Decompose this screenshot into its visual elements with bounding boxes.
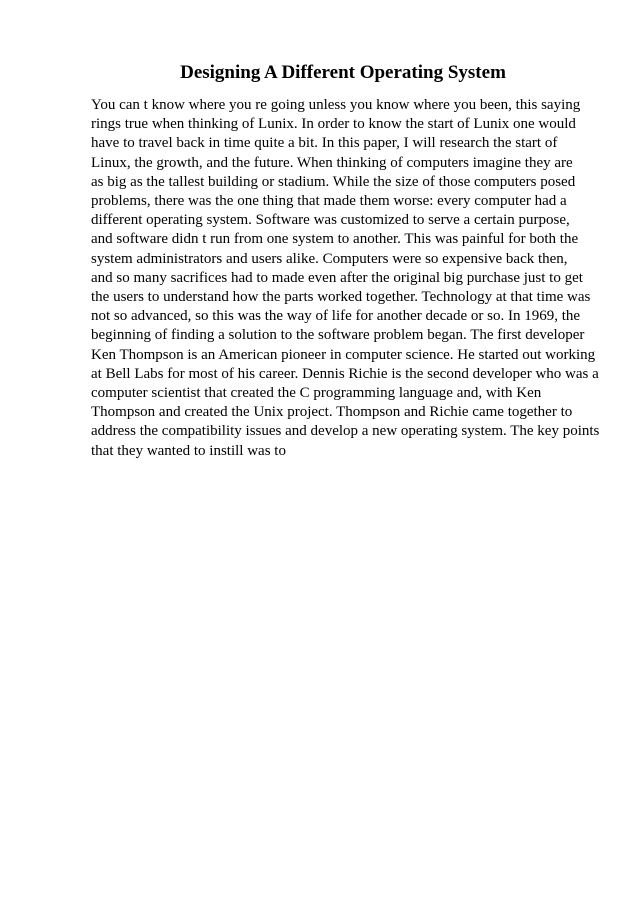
- body-line: different operating system. Software was customized to serve a certain purpose,: [91, 212, 570, 229]
- body-line: and software didn t run from one system to another. This was painful for both the: [91, 231, 579, 248]
- body-line: computer scientist that created the C programming language and, with Ken: [91, 385, 542, 402]
- body-line: address the compatibility issues and develop a new operating system. The key points: [91, 423, 600, 440]
- body-line: problems, there was the one thing that made them worse: every computer had a: [91, 193, 567, 210]
- body-line: that they wanted to instill was to: [91, 442, 286, 459]
- body-line: and so many sacrifices had to made even after the original big purchase just to get: [91, 269, 583, 286]
- document-title: Designing A Different Operating System: [180, 62, 506, 83]
- body-line: rings true when thinking of Lunix. In order to know the start of Lunix one would: [91, 116, 576, 133]
- body-line: as big as the tallest building or stadium. While the size of those computers posed: [91, 173, 576, 190]
- body-line: Linux, the growth, and the future. When thinking of computers imagine they are: [91, 154, 573, 171]
- body-line: Thompson and created the Unix project. Thompson and Richie came together to: [91, 404, 573, 421]
- body-line: not so advanced, so this was the way of life for another decade or so. In 1969, the: [91, 308, 581, 325]
- body-line: beginning of finding a solution to the software problem began. The first developer: [91, 327, 585, 344]
- body-line: have to travel back in time quite a bit. In this paper, I will research the start of: [91, 135, 558, 152]
- document-body: [91, 96, 611, 461]
- body-line: system administrators and users alike. Computers were so expensive back then,: [91, 250, 568, 267]
- body-line: at Bell Labs for most of his career. Dennis Richie is the second developer who was a: [91, 365, 599, 382]
- body-line: You can t know where you re going unless you know where you been, this saying: [91, 97, 581, 113]
- body-line: the users to understand how the parts worked together. Technology at that time was: [91, 289, 591, 306]
- body-line: Ken Thompson is an American pioneer in computer science. He started out working: [91, 346, 596, 363]
